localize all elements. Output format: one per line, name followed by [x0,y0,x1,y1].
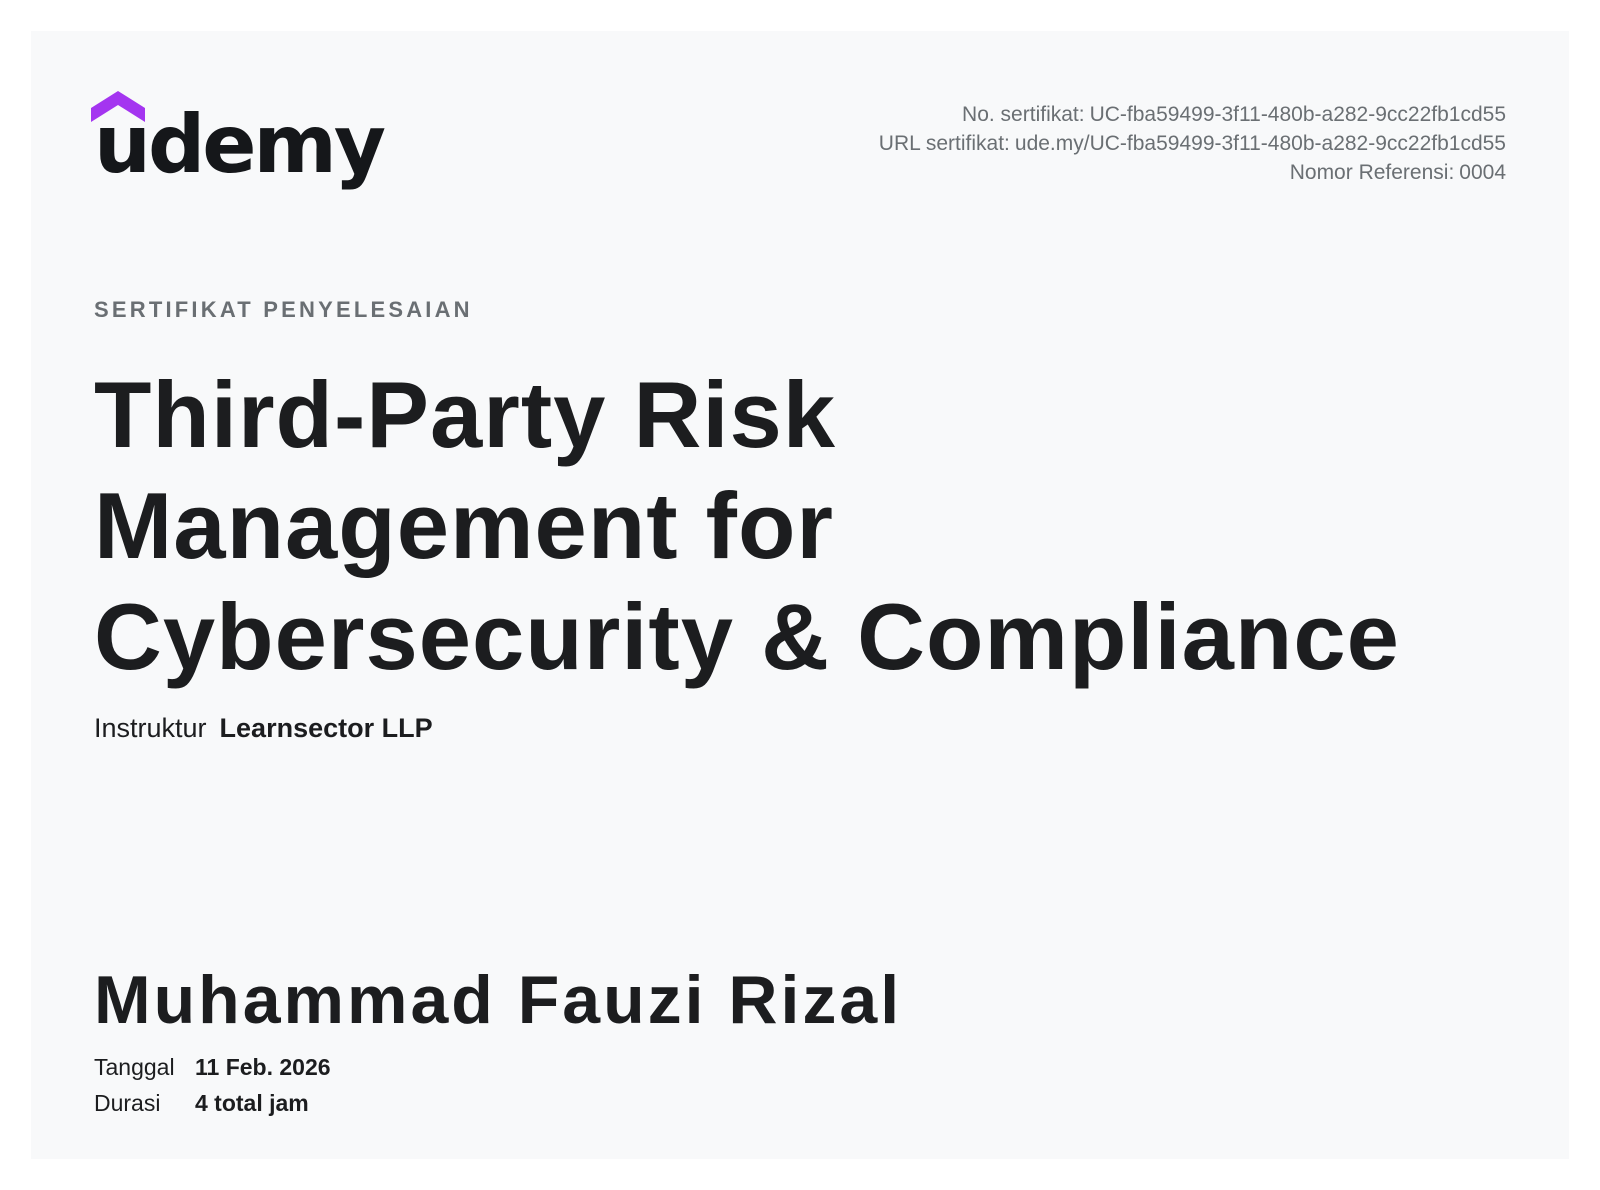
date-value: 11 Feb. 2026 [195,1054,331,1080]
completion-details [94,1049,1506,1121]
certificate-type-heading: SERTIFIKAT PENYELESAIAN [94,297,473,322]
date-label: Tanggal [94,1054,175,1080]
certificate-meta [879,100,1506,187]
reference-number-label: Nomor Referensi: [1289,161,1455,184]
certificate-number-value: UC-fba59499-3f11-480b-a282-9cc22fb1cd55 [1089,103,1506,126]
date-line [94,1049,1506,1085]
certificate-header [94,91,1506,201]
certificate-url-value: ude.my/UC-fba59499-3f11-480b-a282-9cc22fb1cd55 [1014,132,1506,155]
certificate-panel [31,31,1569,1159]
instructor-line [94,711,1506,745]
course-title [94,359,1506,692]
course-title-line-2: Management for [94,473,834,578]
duration-label: Durasi [94,1090,161,1116]
course-title-line-1: Third-Party Risk [94,362,837,467]
duration-value: 4 total jam [195,1090,309,1116]
certificate-url-label: URL sertifikat: [878,132,1010,155]
reference-number-line [879,158,1506,187]
udemy-wordmark: udemy [94,98,383,191]
certificate-url-line [879,129,1506,158]
udemy-logo [94,91,383,201]
reference-number-value: 0004 [1459,161,1506,184]
instructor-label: Instruktur [94,713,207,743]
course-title-line-3: Cybersecurity & Compliance [94,584,1400,689]
recipient-name: Muhammad Fauzi Rizal [94,962,903,1038]
certificate-number-label: No. sertifikat: [962,103,1085,126]
duration-line [94,1085,1506,1121]
instructor-name: Learnsector LLP [219,713,433,743]
certificate-number-line [879,100,1506,129]
